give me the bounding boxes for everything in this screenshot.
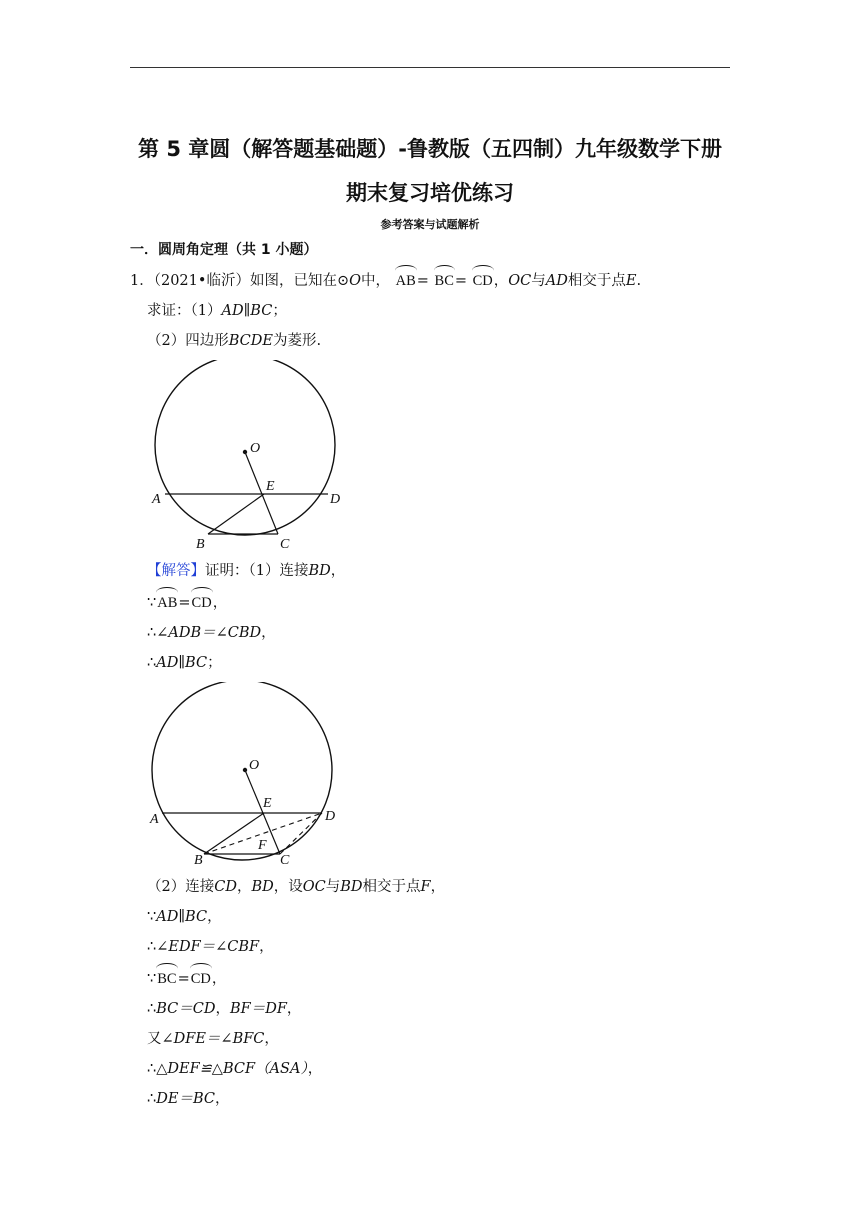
stem-text-b: 中，	[361, 273, 390, 289]
step2-de-bc	[147, 1089, 229, 1109]
comma: ，	[207, 909, 222, 925]
comma: ，	[259, 939, 274, 955]
stem-ad: AD	[545, 273, 568, 289]
therefore-symbol: ∴	[147, 1091, 157, 1107]
header-rule	[130, 67, 730, 68]
eq-sign: =	[454, 273, 468, 289]
comma: ，	[261, 625, 276, 641]
arc-bc: BC	[157, 971, 177, 987]
figure-1-circle-diagram	[140, 360, 380, 560]
part2-bd: BD	[251, 879, 274, 895]
angles-eq-2: ∠EDF＝∠CBF	[156, 939, 260, 955]
stem-text: 如图，已知在⊙	[249, 273, 350, 289]
eq-bc-cd: BC＝CD	[156, 1001, 216, 1017]
part2-oc: OC	[302, 879, 326, 895]
because-symbol: ∵	[147, 595, 157, 611]
center-point	[243, 768, 247, 772]
eq-de-bc: DE＝BC	[156, 1091, 215, 1107]
comma: ，	[307, 1061, 323, 1077]
page-subtitle: 参考答案与试题解析	[380, 218, 480, 231]
period: .	[636, 273, 642, 289]
prove-part2	[147, 331, 321, 351]
stem-oc: OC	[508, 273, 532, 289]
problem-source: （2021•临沂）	[153, 273, 250, 289]
page-title-line2: 期末复习培优练习	[346, 181, 514, 205]
comma: ，	[264, 1031, 279, 1047]
arc-bc: BC	[434, 273, 454, 289]
part2-f: F	[420, 879, 431, 895]
comma: ，	[286, 1001, 302, 1017]
part2-bd2: BD	[340, 879, 363, 895]
prove-part1	[147, 301, 287, 321]
center-point	[243, 450, 247, 454]
comma: ，	[212, 595, 228, 611]
prove2-tail: 为菱形.	[272, 333, 322, 349]
circle	[152, 682, 332, 860]
arc-cd: CD	[190, 971, 211, 987]
sol-bd: BD	[308, 563, 331, 579]
therefore-symbol: ∴	[147, 939, 157, 955]
part2-text: （2）连接	[147, 879, 215, 895]
label-b: B	[194, 853, 203, 868]
parallel-expr: AD∥BC	[156, 655, 208, 671]
comma: ，	[215, 1001, 230, 1017]
therefore-symbol: ∴	[147, 655, 157, 671]
again-text: 又	[147, 1031, 162, 1047]
comma: ，	[330, 563, 346, 579]
label-b: B	[196, 537, 205, 552]
label-f: F	[258, 838, 267, 853]
step2-vertical-angles	[147, 1029, 279, 1049]
solution-tag: 【解答】	[147, 563, 205, 579]
part2-cd: CD	[214, 879, 237, 895]
label-a: A	[150, 812, 159, 827]
congruent-expr: △DEF≌△BCF	[156, 1061, 256, 1077]
solution-intro	[147, 561, 345, 581]
label-d: D	[330, 492, 341, 507]
figure-2-circle-diagram	[140, 682, 380, 872]
label-c: C	[280, 853, 290, 868]
label-o: O	[249, 758, 260, 773]
part2-intro	[147, 877, 445, 897]
label-e: E	[266, 479, 275, 494]
step-because-arcs	[147, 593, 227, 613]
comma: ，	[211, 971, 227, 987]
therefore-symbol: ∴	[147, 625, 157, 641]
because-symbol: ∵	[147, 909, 157, 925]
page-title-line1: 第 5 章圆（解答题基础题）-鲁教版（五四制）九年级数学下册	[138, 137, 722, 161]
label-o: O	[250, 441, 261, 456]
prove2-label: （2）四边形	[147, 333, 229, 349]
because-symbol: ∵	[147, 971, 157, 987]
step2-equal-sides	[147, 999, 301, 1019]
section-heading: 一．圆周角定理（共 1 小题）	[130, 242, 318, 258]
arc-cd: CD	[191, 595, 212, 611]
parallel-expr: AD∥BC	[156, 909, 208, 925]
part2-text-d: 相交于点	[362, 879, 421, 895]
prove1-expr: AD∥BC	[221, 303, 273, 319]
stem-with: 与	[531, 273, 546, 289]
label-c: C	[280, 537, 290, 552]
step2-because-arcs	[147, 969, 226, 989]
therefore-symbol: ∴	[147, 1061, 157, 1077]
label-a: A	[152, 492, 161, 507]
part2-text-b: ，设	[273, 879, 303, 895]
eq-sign: =	[416, 273, 429, 289]
step2-parallel	[147, 907, 222, 927]
arc-ab: AB	[395, 273, 416, 289]
prove-label: 求证：（1）	[147, 303, 222, 319]
eq-sign: =	[177, 971, 190, 987]
arc-cd: CD	[472, 273, 493, 289]
eq-sign: =	[178, 595, 191, 611]
eq-bf-df: BF＝DF	[229, 1001, 287, 1017]
stem-intersect: 相交于点	[567, 273, 626, 289]
stem-o: O	[349, 273, 361, 289]
asa-label: （ASA）	[255, 1061, 308, 1077]
problem-number: 1．	[130, 273, 154, 289]
step2-congruent	[147, 1059, 322, 1079]
angles-eq: ∠ADB＝∠CBD	[156, 625, 262, 641]
comma: ，	[236, 879, 252, 895]
semicolon: ；	[272, 303, 287, 319]
stem-e: E	[625, 273, 637, 289]
comma: ，	[430, 879, 446, 895]
semicolon: ；	[207, 655, 222, 671]
comma: ，	[493, 273, 509, 289]
problem-stem	[130, 271, 641, 291]
step-angles-1	[147, 623, 276, 643]
step-parallel	[147, 653, 222, 673]
prove2-quad: BCDE	[228, 333, 273, 349]
segment-be	[208, 494, 264, 534]
solution-intro-text: 证明：（1）连接	[205, 563, 309, 579]
step2-angles	[147, 937, 274, 957]
part2-text-c: 与	[325, 879, 341, 895]
therefore-symbol: ∴	[147, 1001, 157, 1017]
segment-be	[204, 813, 264, 854]
arc-ab: AB	[157, 595, 178, 611]
comma: ，	[214, 1091, 230, 1107]
angles-eq-3: ∠DFE＝∠BFC	[161, 1031, 265, 1047]
label-e: E	[263, 796, 272, 811]
label-d: D	[325, 809, 336, 824]
circle	[155, 360, 335, 535]
